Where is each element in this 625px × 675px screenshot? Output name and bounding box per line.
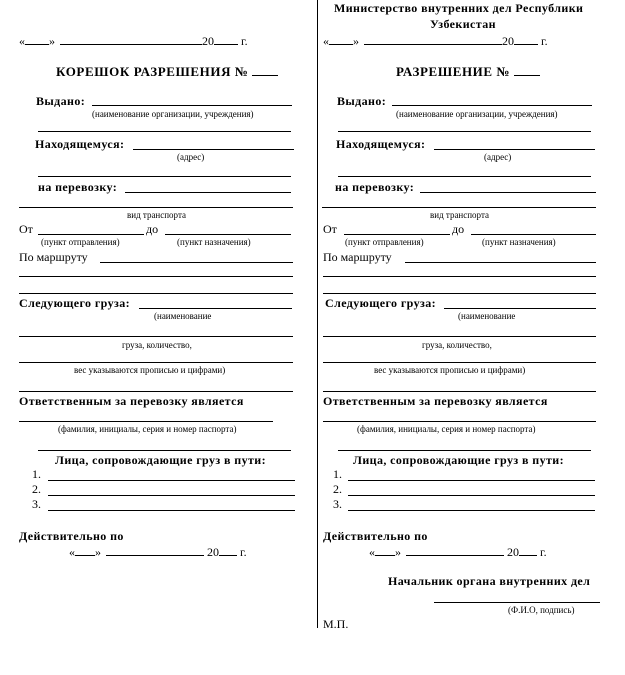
located-field[interactable]	[133, 149, 294, 150]
from-label: От	[19, 222, 33, 236]
route-field-3[interactable]	[323, 293, 596, 294]
cargo-caption-2: груза, количество,	[122, 340, 192, 350]
route-label: По маршруту	[19, 250, 88, 264]
cargo-label: Следующего груза:	[19, 296, 130, 310]
cargo-caption-3: вес указываются прописью и цифрами)	[374, 365, 526, 375]
to-field[interactable]	[471, 234, 596, 235]
responsible-field[interactable]	[19, 421, 273, 422]
to-label: до	[452, 222, 465, 236]
quote-close: »	[49, 34, 55, 48]
issued-field-2[interactable]	[338, 131, 591, 132]
valid-date	[369, 544, 547, 559]
to-label: до	[146, 222, 159, 236]
escorts-label: Лица, сопровождающие груз в пути:	[55, 453, 266, 467]
address-field-2[interactable]	[338, 176, 591, 177]
year-prefix: 20	[202, 34, 214, 48]
ministry-line-1: Министерство внутренних дел Республики	[334, 1, 584, 15]
address-field-2[interactable]	[38, 176, 291, 177]
route-field-2[interactable]	[19, 276, 293, 277]
escort-field-1[interactable]	[348, 480, 595, 481]
valid-year-field[interactable]	[219, 544, 237, 556]
ministry-line-2: Узбекистан	[430, 17, 496, 31]
issued-field[interactable]	[392, 105, 592, 106]
transport-caption: вид транспорта	[430, 210, 489, 220]
valid-label: Действительно по	[323, 529, 428, 543]
issued-field[interactable]	[92, 105, 292, 106]
transport-label: на перевозку:	[335, 180, 415, 194]
valid-month-field[interactable]	[106, 544, 204, 556]
escort-field-2[interactable]	[348, 495, 595, 496]
issued-label: Выдано:	[36, 94, 86, 108]
stub-title-text: КОРЕШОК РАЗРЕШЕНИЯ №	[56, 64, 249, 79]
cargo-field-3[interactable]	[323, 362, 596, 363]
transport-field-2[interactable]	[322, 207, 596, 208]
valid-year-suffix: г.	[240, 545, 247, 559]
valid-label: Действительно по	[19, 529, 124, 543]
cargo-field-2[interactable]	[323, 336, 596, 337]
valid-year-prefix: 20	[507, 545, 519, 559]
from-caption: (пункт отправления)	[41, 237, 120, 247]
quote-close: »	[395, 545, 401, 559]
escort-field-2[interactable]	[48, 495, 295, 496]
permit-date	[323, 33, 548, 48]
route-field[interactable]	[405, 262, 596, 263]
cargo-caption-3: вес указываются прописью и цифрами)	[74, 365, 226, 375]
escorts-label: Лица, сопровождающие груз в пути:	[353, 453, 564, 467]
stub-number-field[interactable]	[252, 64, 278, 76]
address-caption: (адрес)	[484, 152, 512, 162]
escort-field-3[interactable]	[48, 510, 295, 511]
valid-date	[69, 544, 247, 559]
issued-caption: (наименование организации, учреждения)	[92, 109, 254, 119]
month-field[interactable]	[364, 33, 502, 45]
transport-caption: вид транспорта	[127, 210, 186, 220]
valid-month-field[interactable]	[406, 544, 504, 556]
escort-number-2: 2.	[333, 482, 342, 496]
route-field-2[interactable]	[323, 276, 596, 277]
located-label: Находящемуся:	[35, 137, 125, 151]
escort-field-1[interactable]	[48, 480, 295, 481]
quote-open: «	[323, 34, 329, 48]
to-caption: (пункт назначения)	[177, 237, 251, 247]
responsible-caption: (фамилия, инициалы, серия и номер паспорта)	[58, 424, 237, 434]
year-field[interactable]	[214, 33, 238, 45]
quote-open: «	[369, 545, 375, 559]
cargo-caption-2: груза, количество,	[422, 340, 492, 350]
valid-year-prefix: 20	[207, 545, 219, 559]
quote-open: «	[19, 34, 25, 48]
route-label: По маршруту	[323, 250, 392, 264]
quote-close: »	[353, 34, 359, 48]
permit-title-text: РАЗРЕШЕНИЕ №	[396, 64, 511, 79]
cargo-field-4[interactable]	[323, 391, 596, 392]
route-field-3[interactable]	[19, 293, 293, 294]
valid-year-field[interactable]	[519, 544, 537, 556]
cargo-caption-1: (наименование	[458, 311, 516, 321]
escort-number-3: 3.	[32, 497, 41, 511]
chief-label: Начальник органа внутренних дел	[388, 574, 591, 588]
cut-line-divider	[317, 0, 318, 628]
responsible-field[interactable]	[323, 421, 596, 422]
stamp-label: М.П.	[323, 617, 349, 631]
to-field[interactable]	[165, 234, 291, 235]
cargo-label: Следующего груза:	[325, 296, 436, 310]
valid-day-field[interactable]	[75, 544, 95, 556]
cargo-field[interactable]	[444, 308, 596, 309]
transport-label: на перевозку:	[38, 180, 118, 194]
from-label: От	[323, 222, 337, 236]
transport-field-2[interactable]	[19, 207, 293, 208]
escort-number-1: 1.	[333, 467, 342, 481]
year-suffix: г.	[541, 34, 548, 48]
stub-title	[56, 64, 278, 80]
month-field[interactable]	[60, 33, 202, 45]
valid-day-field[interactable]	[375, 544, 395, 556]
valid-year-suffix: г.	[540, 545, 547, 559]
day-field[interactable]	[25, 33, 49, 45]
signature-field[interactable]	[434, 602, 600, 603]
responsible-label: Ответственным за перевозку является	[19, 394, 244, 408]
escort-number-2: 2.	[32, 482, 41, 496]
year-prefix: 20	[502, 34, 514, 48]
route-field[interactable]	[100, 262, 293, 263]
permit-title	[396, 64, 540, 80]
issued-caption: (наименование организации, учреждения)	[396, 109, 558, 119]
transport-field[interactable]	[125, 192, 291, 193]
stub-date	[19, 33, 248, 48]
responsible-field-2[interactable]	[38, 450, 291, 451]
cargo-field-3[interactable]	[19, 362, 293, 363]
issued-label: Выдано:	[337, 94, 387, 108]
permit-number-field[interactable]	[514, 64, 540, 76]
responsible-field-2[interactable]	[338, 450, 591, 451]
from-caption: (пункт отправления)	[345, 237, 424, 247]
signature-caption: (Ф.И.О, подпись)	[508, 605, 575, 615]
quote-close: »	[95, 545, 101, 559]
year-field[interactable]	[514, 33, 538, 45]
cargo-field[interactable]	[139, 308, 292, 309]
escort-number-1: 1.	[32, 467, 41, 481]
year-suffix: г.	[241, 34, 248, 48]
from-field[interactable]	[38, 234, 144, 235]
cargo-caption-1: (наименование	[154, 311, 212, 321]
located-field[interactable]	[434, 149, 595, 150]
address-caption: (адрес)	[177, 152, 205, 162]
responsible-label: Ответственным за перевозку является	[323, 394, 548, 408]
transport-field[interactable]	[420, 192, 596, 193]
escort-field-3[interactable]	[348, 510, 595, 511]
quote-open: «	[69, 545, 75, 559]
cargo-field-4[interactable]	[19, 391, 293, 392]
escort-number-3: 3.	[333, 497, 342, 511]
cargo-field-2[interactable]	[19, 336, 293, 337]
responsible-caption: (фамилия, инициалы, серия и номер паспорта)	[357, 424, 536, 434]
issued-field-2[interactable]	[38, 131, 291, 132]
to-caption: (пункт назначения)	[482, 237, 556, 247]
day-field[interactable]	[329, 33, 353, 45]
located-label: Находящемуся:	[336, 137, 426, 151]
from-field[interactable]	[344, 234, 450, 235]
